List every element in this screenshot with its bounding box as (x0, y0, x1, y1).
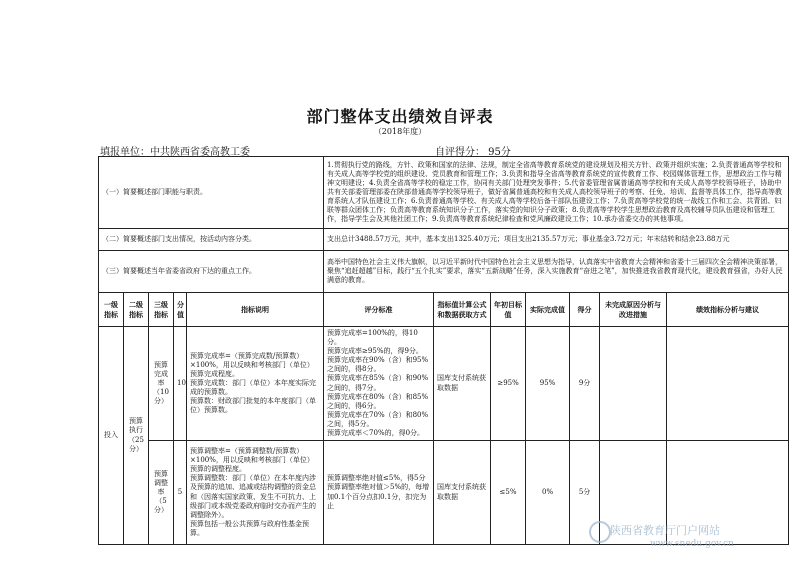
reason-cell (600, 327, 667, 441)
summary-text-expenditure: 支出总计3488.57万元，其中，基本支出1325.40万元；项目支出2135.57万元；事业基金3.72万元；年末结转和结余23.88万元 (324, 229, 789, 251)
target-cell: ≥95% (491, 327, 526, 441)
col-header-standard: 评分标准 (324, 293, 434, 327)
watermark-url: www.snedu.gov.cn (650, 539, 734, 549)
reporting-unit: 填报单位：中共陕西省委高教工委 (100, 147, 250, 158)
report-year: （2018年度） (373, 127, 427, 136)
table-row (99, 327, 789, 441)
summary-text-key-tasks: 高举中国特色社会主义伟大旗帜，以习近平新时代中国特色社会主义思想为指导，认真落实中省教育大会精神和省委十三届四次全会精神决策部署，聚焦“追赶超越”目标，践行“五个扎实”要求，落实“五新战略”任务，深入实施教育“奋进之笔”，加快推进我省教育现代化，建设教育强省，办好人民满意的教育。 (324, 251, 789, 293)
summary-row-expenditure (99, 229, 789, 251)
level3-cell: 预算完成率（10分） (149, 327, 174, 441)
summary-label-functions: （一）简要概述部门职能与职责。 (99, 157, 324, 229)
watermark (610, 522, 800, 549)
col-header-level2: 二级指标 (124, 293, 149, 327)
watermark-text: 陕西省教育厅门户网站 (610, 524, 720, 537)
summary-row-key-tasks (99, 251, 789, 293)
desc-cell: 预算完成率=（预算完成数/预算数）×100%，用以反映和考核部门（单位）预算完成程度。 预算完成数：部门（单位）本年度实际完成的预算数。 预算数：财政部门批复的本年度部门（单位）预算数。 (187, 327, 324, 441)
desc-cell: 预算调整率=（预算调整数/预算数）×100%，用以反映和考核部门（单位）预算的调整程度。 预算调整数：部门（单位）在本年度内涉及预算的追加、追减或结构调整的资金总和（因落实国家政策、发生不可抗力、上级部门或本级党委政府临时交办而产生的调整除外）。 预算包括一般公共预算与政府性基金预算。 (187, 441, 324, 545)
table-header-row (99, 293, 789, 327)
col-header-desc: 指标说明 (187, 293, 324, 327)
col-header-level3: 三级指标 (149, 293, 174, 327)
score-cell: 9分 (570, 327, 600, 441)
col-header-source: 指标值计算公式和数据获取方式 (434, 293, 491, 327)
col-header-reason: 未完成原因分析与改进措施 (600, 293, 667, 327)
target-cell: ≤5% (491, 441, 526, 545)
level2-cell: 预算执行（25分） (124, 327, 149, 545)
advice-cell (667, 327, 789, 441)
summary-row-functions (99, 157, 789, 229)
summary-label-expenditure: （二）简要概述部门支出情况，按活动内容分类。 (99, 229, 324, 251)
weight-cell: 5 (174, 441, 187, 545)
source-cell: 国库支付系统获取数据 (434, 441, 491, 545)
col-header-actual: 实际完成值 (526, 293, 570, 327)
level1-cell: 投入 (99, 327, 124, 545)
page-title: 部门整体支出绩效自评表 (306, 107, 494, 126)
watermark-logo-icon (589, 521, 611, 543)
weight-cell: 10 (174, 327, 187, 441)
col-header-score: 得分 (570, 293, 600, 327)
summary-label-key-tasks: （三）简要概述当年省委省政府下达的重点工作。 (99, 251, 324, 293)
standard-cell: 预算完成率=100%的，得10分。 预算完成率≥95%的，得9分。 预算完成率在90%（含）和95%之间的，得8分。 预算完成率在85%（含）和90%之间的，得7分。 预算完成率在80%（含）和85%之间的，得6分。 预算完成率在70%（含）和80%之间，得5分。 预算完成率＜70%的，得0分。 (324, 327, 434, 441)
source-cell: 国库支付系统获取数据 (434, 327, 491, 441)
score-cell: 5分 (570, 441, 600, 545)
standard-cell: 预算调整率绝对值≤5%，得5分 预算调整率绝对值＞5%的，每增加0.1个百分点扣0.1分，扣完为止 (324, 441, 434, 545)
summary-text-functions: 1.贯彻执行党的路线，方针、政策和国家的法律、法规，制定全省高等教育系统党的建设规划及相关方针、政策并组织实施；2.负责普通高等学校和有关成人高等学校党的组织建设、党员教育和管理工作；3.负责和指导全省高等教育系统党的宣传教育工作、校园媒体管理工作，思想政治工作与精神文明建设；4.负责全省高等学校的稳定工作，协同有关部门处理突发事件；5.代省委管理省属普通高等学校和有关成人高等学校领导班子，协助中共有关部委管理部委在陕部普通高等学校领导班子，做好省属普通高校和有关成人高校领导班子的考察、任免、培训、监督等具体工作，指导高等教育系统人才队伍建设工作；6.负责普通高等学校、有关成人高等学校后备干部队伍建设工作；7.负责高等学校党的统一战线工作和工会、共青团、妇联等群众团体工作；负责高等教育系统知识分子工作，落实党的知识分子政策；8.负责高等学校学生思想政治教育及高校辅导员队伍建设和管理工作，指导学生会及其他社团工作；9.负责高等教育系统纪律检查和党风廉政建设工作；10.承办省委交办的其他事项。 (324, 157, 789, 229)
self-score: 自评得分： 95分 (435, 147, 511, 158)
col-header-weight: 分值 (174, 293, 187, 327)
level3-cell: 预算调整率（5分） (149, 441, 174, 545)
actual-cell: 0% (526, 441, 570, 545)
col-header-advice: 绩效指标分析与建议 (667, 293, 789, 327)
col-header-target: 年初目标值 (491, 293, 526, 327)
actual-cell: 95% (526, 327, 570, 441)
evaluation-table (98, 156, 789, 545)
col-header-level1: 一级指标 (99, 293, 124, 327)
